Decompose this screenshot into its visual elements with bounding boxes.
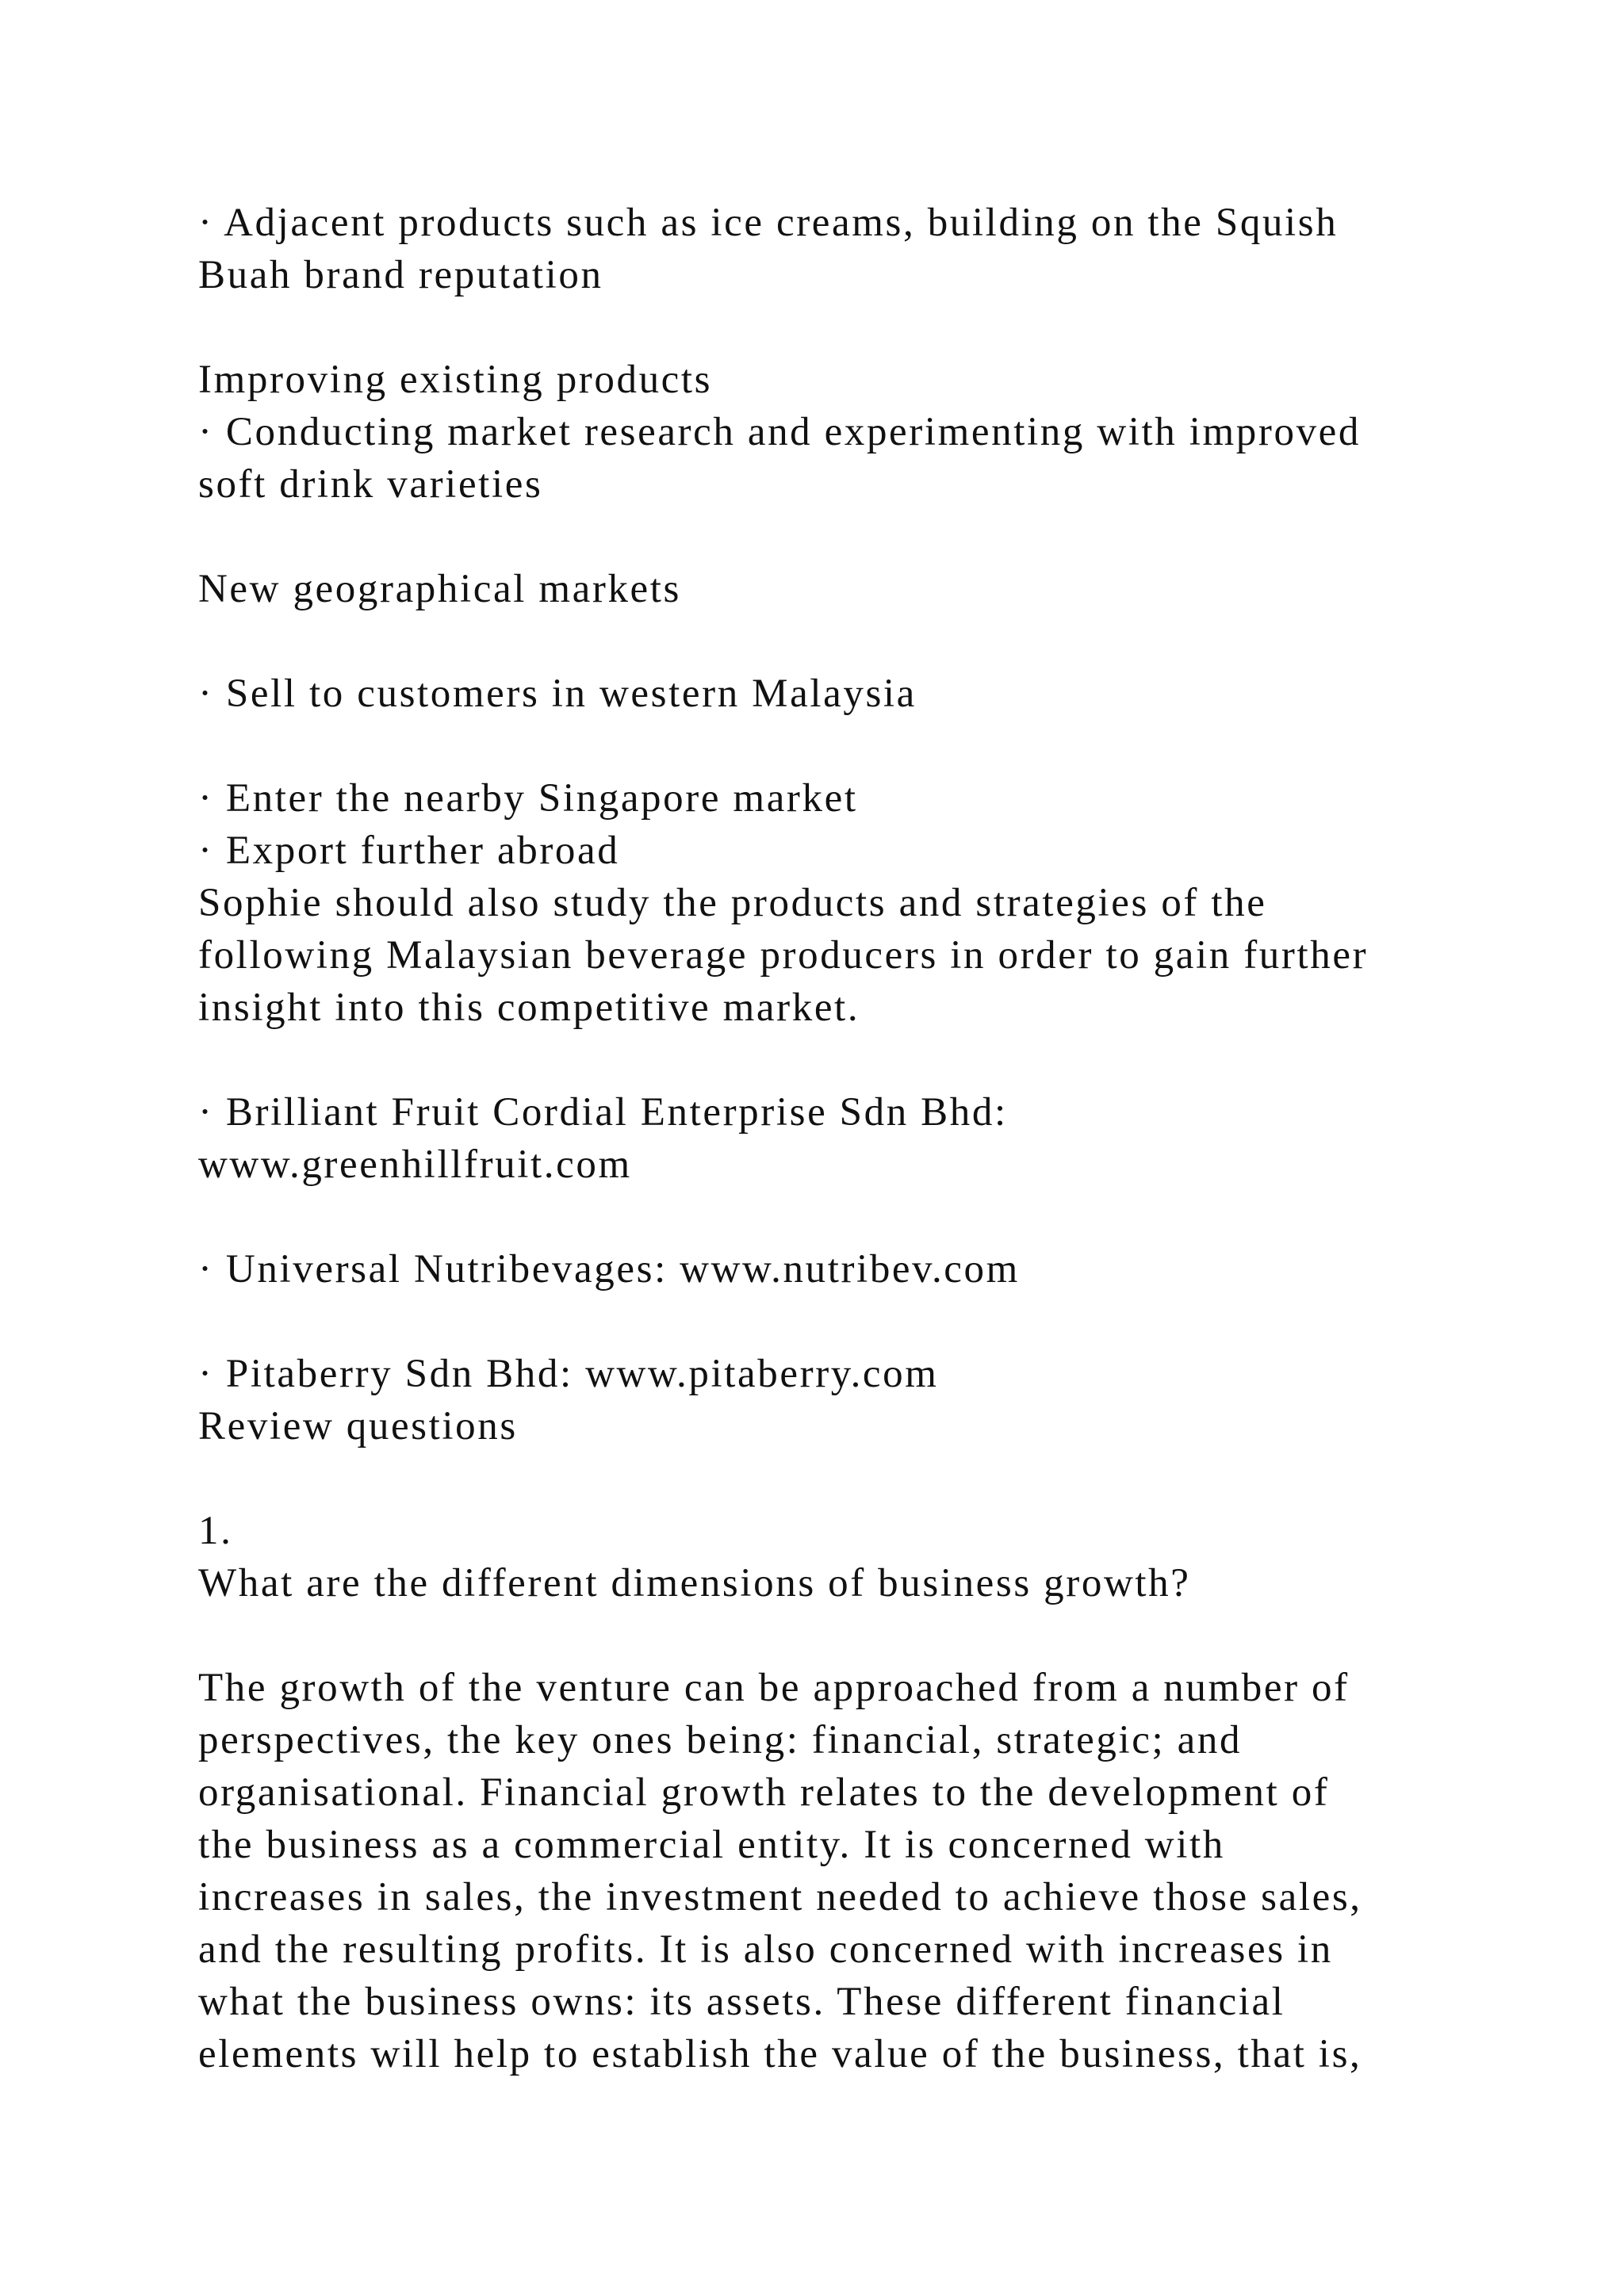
blank-line bbox=[198, 1191, 1546, 1243]
text-line: · Enter the nearby Singapore market bbox=[198, 776, 858, 821]
text-line: insight into this competitive market. bbox=[198, 985, 860, 1030]
text-line: · Universal Nutribevages: www.nutribev.com bbox=[198, 1247, 1020, 1292]
text-line: · Export further abroad bbox=[198, 828, 620, 873]
question-number: 1. bbox=[198, 1509, 233, 1553]
text-line: · Brilliant Fruit Cordial Enterprise Sdn Bhd: bbox=[198, 1090, 1008, 1135]
paragraph-line: increases in sales, the investment needed to achieve those sales, bbox=[198, 1875, 1362, 1919]
question-text: What are the different dimensions of business growth? bbox=[198, 1561, 1191, 1605]
paragraph-line: organisational. Financial growth relates to the development of bbox=[198, 1770, 1330, 1815]
paragraph-line: perspectives, the key ones being: financial, strategic; and bbox=[198, 1718, 1243, 1762]
text-line: Buah brand reputation bbox=[198, 253, 603, 297]
text-line: Sophie should also study the products and strategies of the bbox=[198, 881, 1267, 925]
paragraph-line: elements will help to establish the value of the business, that is, bbox=[198, 2032, 1362, 2076]
blank-line bbox=[198, 1452, 1546, 1505]
text-line: soft drink varieties bbox=[198, 462, 543, 507]
paragraph-line: and the resulting profits. It is also concerned with increases in bbox=[198, 1927, 1333, 1972]
text-line: · Sell to customers in western Malaysia bbox=[198, 672, 917, 716]
section-heading: Review questions bbox=[198, 1404, 518, 1448]
blank-line bbox=[198, 1609, 1546, 1662]
text-line: following Malaysian beverage producers in order to gain further bbox=[198, 933, 1369, 978]
blank-line bbox=[198, 301, 1546, 354]
text-line: · Conducting market research and experimenting with improved bbox=[198, 410, 1362, 454]
blank-line bbox=[198, 1295, 1546, 1348]
blank-line bbox=[198, 615, 1546, 668]
blank-line bbox=[198, 1034, 1546, 1086]
blank-line bbox=[198, 720, 1546, 772]
text-line: · Pitaberry Sdn Bhd: www.pitaberry.com bbox=[198, 1352, 939, 1396]
section-heading: Improving existing products bbox=[198, 358, 713, 402]
paragraph-line: the business as a commercial entity. It is concerned with bbox=[198, 1823, 1225, 1867]
paragraph-line: what the business owns: its assets. These different financial bbox=[198, 1980, 1285, 2024]
blank-line bbox=[198, 511, 1546, 563]
text-line: · Adjacent products such as ice creams, building on the Squish bbox=[198, 201, 1339, 245]
paragraph-line: The growth of the venture can be approached from a number of bbox=[198, 1666, 1350, 1710]
document-text bbox=[198, 197, 1546, 2080]
url-text: www.greenhillfruit.com bbox=[198, 1142, 632, 1187]
section-heading: New geographical markets bbox=[198, 567, 682, 611]
